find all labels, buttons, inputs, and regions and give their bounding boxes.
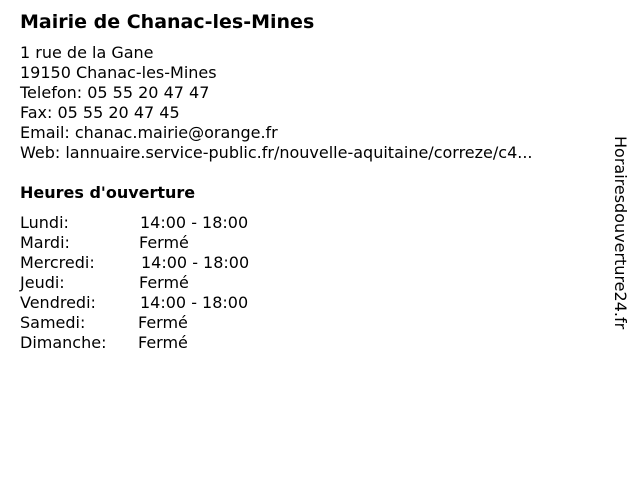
contact-block: [20, 43, 533, 163]
web-line: Web: lannuaire.service-public.fr/nouvelle-aquitaine/correze/c4...: [20, 143, 533, 162]
hours-value: 14:00 - 18:00: [140, 293, 249, 312]
day-label: Dimanche:: [20, 333, 107, 352]
day-label: Samedi:: [20, 313, 86, 332]
fax-line: Fax: 05 55 20 47 45: [20, 103, 180, 122]
email-line: Email: chanac.mairie@orange.fr: [20, 123, 278, 142]
opening-hours-heading: Heures d'ouverture: [20, 183, 196, 202]
hours-value: Fermé: [139, 233, 189, 252]
site-watermark: Horairesdouverture24.fr: [611, 136, 630, 330]
hours-value: 14:00 - 18:00: [141, 253, 250, 272]
hours-value: Fermé: [139, 273, 189, 292]
address-city: 19150 Chanac-les-Mines: [20, 63, 217, 82]
hours-value: 14:00 - 18:00: [140, 213, 249, 232]
day-label: Lundi:: [20, 213, 69, 232]
hours-value: Fermé: [138, 333, 188, 352]
phone-line: Telefon: 05 55 20 47 47: [20, 83, 210, 102]
hours-value: Fermé: [138, 313, 188, 332]
day-label: Vendredi:: [20, 293, 96, 312]
page-title: Mairie de Chanac-les-Mines: [20, 11, 315, 33]
address-street: 1 rue de la Gane: [20, 43, 154, 62]
day-label: Mardi:: [20, 233, 70, 252]
day-label: Mercredi:: [20, 253, 95, 272]
day-label: Jeudi:: [20, 273, 65, 292]
